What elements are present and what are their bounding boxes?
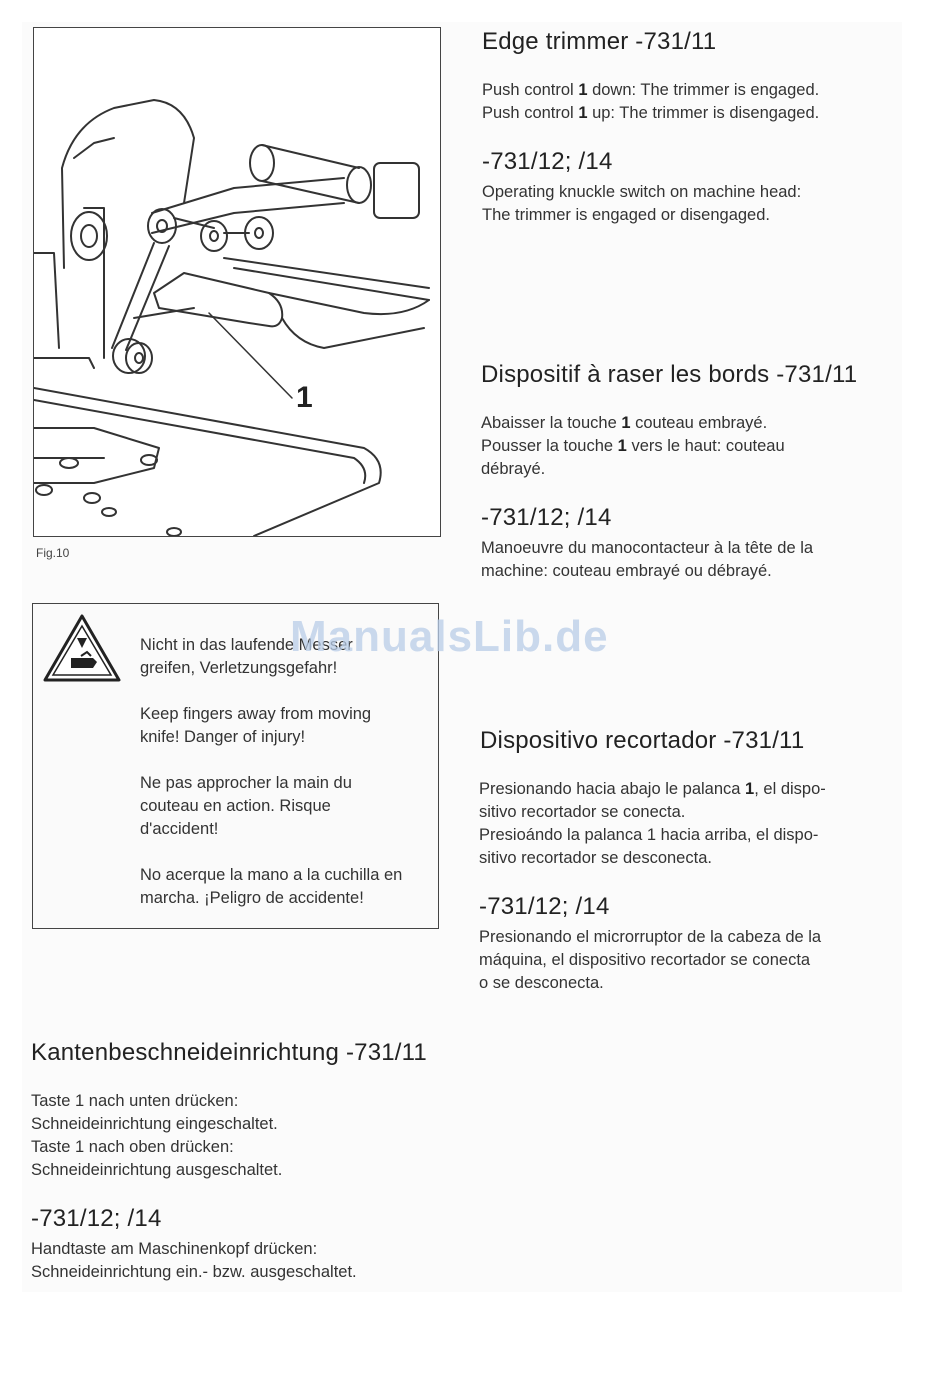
- warning-spanish: No acerque la mano a la cuchilla en marcha. ¡Peligro de accidente!: [140, 866, 403, 907]
- french-body: Abaisser la touche 1 couteau embrayé. Pousser la touche 1 vers le haut: couteau débrayé.: [481, 414, 785, 478]
- spanish-title: Dispositivo recortador -731/11: [480, 727, 805, 754]
- french-subtitle: -731/12; /14: [481, 504, 612, 531]
- german-title: Kantenbeschneideinrichtung -731/11: [31, 1039, 427, 1066]
- watermark: ManualsLib.de: [290, 612, 609, 661]
- french-title: Dispositif à raser les bords -731/11: [481, 361, 858, 388]
- spanish-body: Presionando hacia abajo le palanca 1, el dispo- sitivo recortador se conecta. Presioándo la palanca 1 hacia arriba, el dispo- sitivo recortador se desconecta.: [479, 780, 826, 867]
- figure-callout-1: 1: [296, 381, 313, 414]
- english-title: Edge trimmer -731/11: [482, 28, 717, 55]
- german-subtitle: -731/12; /14: [31, 1205, 162, 1232]
- warning-english: Keep fingers away from moving knife! Danger of injury!: [140, 705, 372, 746]
- english-subtitle: -731/12; /14: [482, 148, 613, 175]
- spanish-sub-body: Presionando el microrruptor de la cabeza de la máquina, el dispositivo recortador se conecta o se desconecta.: [479, 928, 822, 992]
- figure-caption: Fig.10: [36, 546, 70, 560]
- german-sub-body: Handtaste am Maschinenkopf drücken: Schneideinrichtung ein.- bzw. ausgeschaltet.: [31, 1240, 357, 1281]
- hand-injury-warning-icon: [41, 612, 123, 684]
- french-sub-body: Manoeuvre du manocontacteur à la tête de la machine: couteau embrayé ou débrayé.: [481, 539, 814, 580]
- german-body: Taste 1 nach unten drücken: Schneideinrichtung eingeschaltet. Taste 1 nach oben drücken: Schneideinrichtung ausgeschaltet.: [31, 1092, 283, 1179]
- trimmer-illustration: [33, 27, 441, 537]
- english-body: Push control 1 down: The trimmer is engaged. Push control 1 up: The trimmer is disengaged.: [482, 81, 820, 122]
- warning-messages: [140, 634, 440, 910]
- warning-french: Ne pas approcher la main du couteau en action. Risque d'accident!: [140, 774, 352, 838]
- english-sub-body: Operating knuckle switch on machine head: The trimmer is engaged or disengaged.: [482, 183, 802, 224]
- warning-german: Nicht in das laufende Messer greifen, Verletzungsgefahr!: [140, 636, 353, 677]
- spanish-subtitle: -731/12; /14: [479, 893, 610, 920]
